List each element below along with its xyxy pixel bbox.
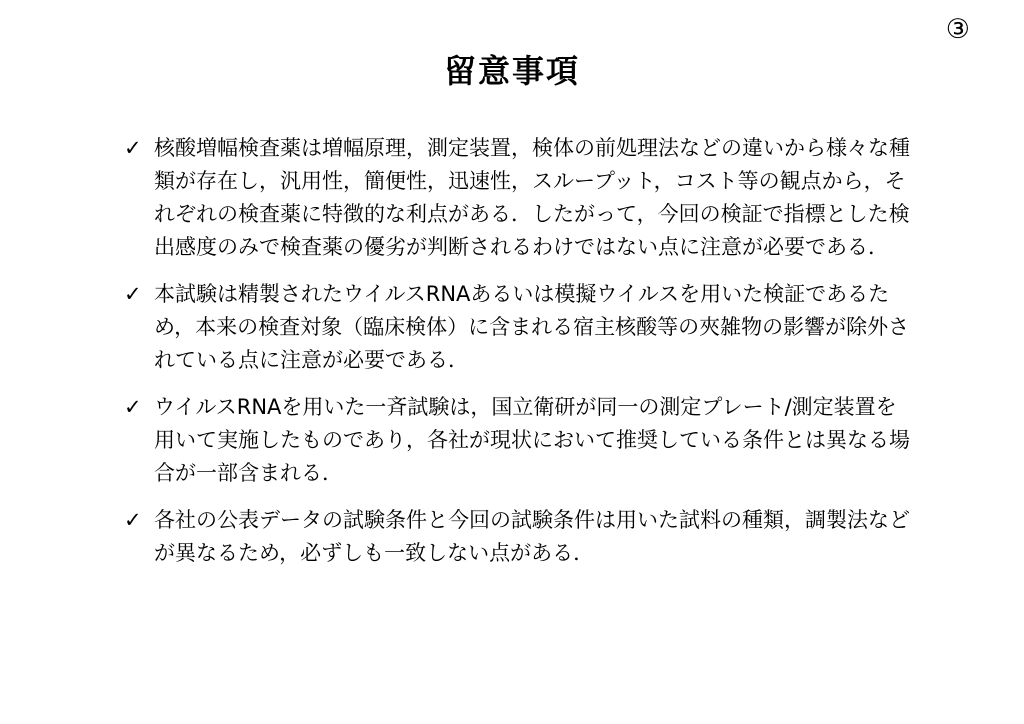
check-icon: ✓ [124,136,142,160]
page-number: ③ [945,14,970,45]
bullet-text: 各社の公表データの試験条件と今回の試験条件は用いた試料の種類，調製法などが異なるため，必ずしも一致しない点がある． [154,508,910,565]
check-icon: ✓ [124,508,142,532]
check-icon: ✓ [124,282,142,306]
bullet-text: 核酸増幅検査薬は増幅原理，測定装置，検体の前処理法などの違いから様々な種類が存在し，汎用性，簡便性，迅速性，スループット，コスト等の観点から，それぞれの検査薬に特徴的な利点がある．したがって，今回の検証で指標とした検出感度のみで検査薬の優劣が判断されるわけではない点に注意が必要である． [154,136,910,259]
list-item [124,278,914,377]
bullet-list [124,132,914,584]
check-icon: ✓ [124,395,142,419]
bullet-text: 本試験は精製されたウイルスRNAあるいは模擬ウイルスを用いた検証であるため，本来の検査対象（臨床検体）に含まれる宿主核酸等の夾雑物の影響が除外されている点に注意が必要である． [154,282,910,372]
bullet-text: ウイルスRNAを用いた一斉試験は，国立衛研が同一の測定プレート/測定装置を用いて実施したものであり，各社が現状において推奨している条件とは異なる場合が一部含まれる． [154,395,910,485]
list-item [124,132,914,264]
page-title: 留意事項 [443,52,580,90]
list-item [124,504,914,570]
list-item [124,391,914,490]
